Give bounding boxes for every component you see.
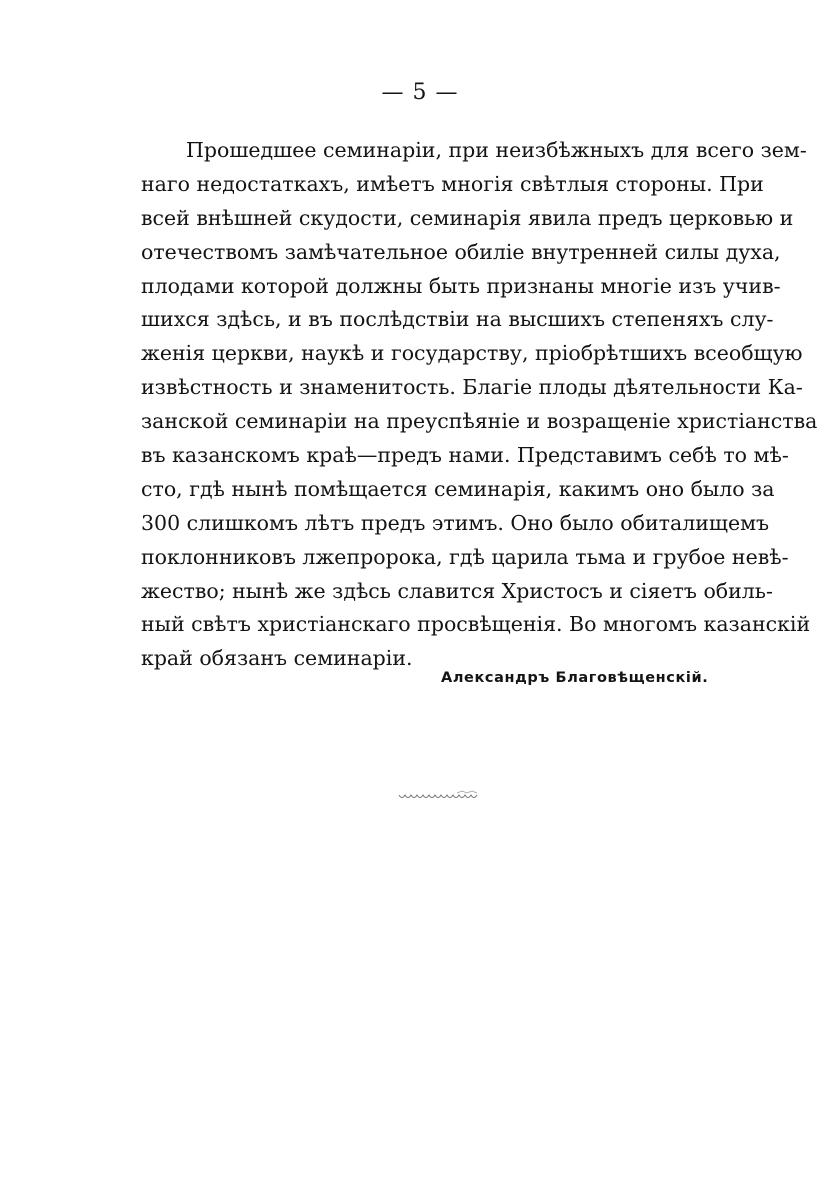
text-line: жество; нынѣ же здѣсь славится Христосъ и сіяетъ обиль- xyxy=(141,578,773,603)
text-line: въ казанскомъ краѣ—предъ нами. Представимъ себѣ то мѣ- xyxy=(141,443,789,468)
page-number: — 5 — xyxy=(381,80,459,105)
text-line: край обязанъ семинаріи. xyxy=(141,646,413,671)
text-line: наго недостаткахъ, имѣетъ многія свѣтлыя стороны. При xyxy=(141,171,764,196)
text-line: всей внѣшней скудости, семинарія явила предъ церковью и xyxy=(141,205,794,230)
ornament-divider-icon xyxy=(397,786,485,804)
text-line: сто, гдѣ нынѣ помѣщается семинарія, какимъ оно было за xyxy=(141,476,775,501)
text-line: женія церкви, наукѣ и государству, пріобрѣтшихъ всеобщую xyxy=(141,341,803,366)
text-line: поклонниковъ лжепророка, гдѣ царила тьма и грубое невѣ- xyxy=(141,544,789,569)
text-line: извѣстность и знаменитость. Благіе плоды дѣятельности Ка- xyxy=(141,375,803,400)
text-line: ный свѣтъ христіанскаго просвѣщенія. Во многомъ казанскій xyxy=(141,612,811,637)
text-line: Прошедшее семинаріи, при неизбѣжныхъ для всего зем- xyxy=(186,138,807,162)
text-line: шихся здѣсь, и въ послѣдствіи на высшихъ степеняхъ слу- xyxy=(141,307,774,332)
text-line: отечествомъ замѣчательное обиліе внутренней силы духа, xyxy=(141,239,781,264)
text-line: плодами которой должны быть признаны многіе изъ учив- xyxy=(141,273,781,298)
body-paragraph xyxy=(141,134,818,676)
text-line: 300 слишкомъ лѣтъ предъ этимъ. Оно было обиталищемъ xyxy=(141,510,770,535)
text-line: занской семинаріи на преуспѣяніе и возращеніе христіанства xyxy=(141,409,818,434)
author-signature: Александръ Благовѣщенскій. xyxy=(441,670,709,686)
